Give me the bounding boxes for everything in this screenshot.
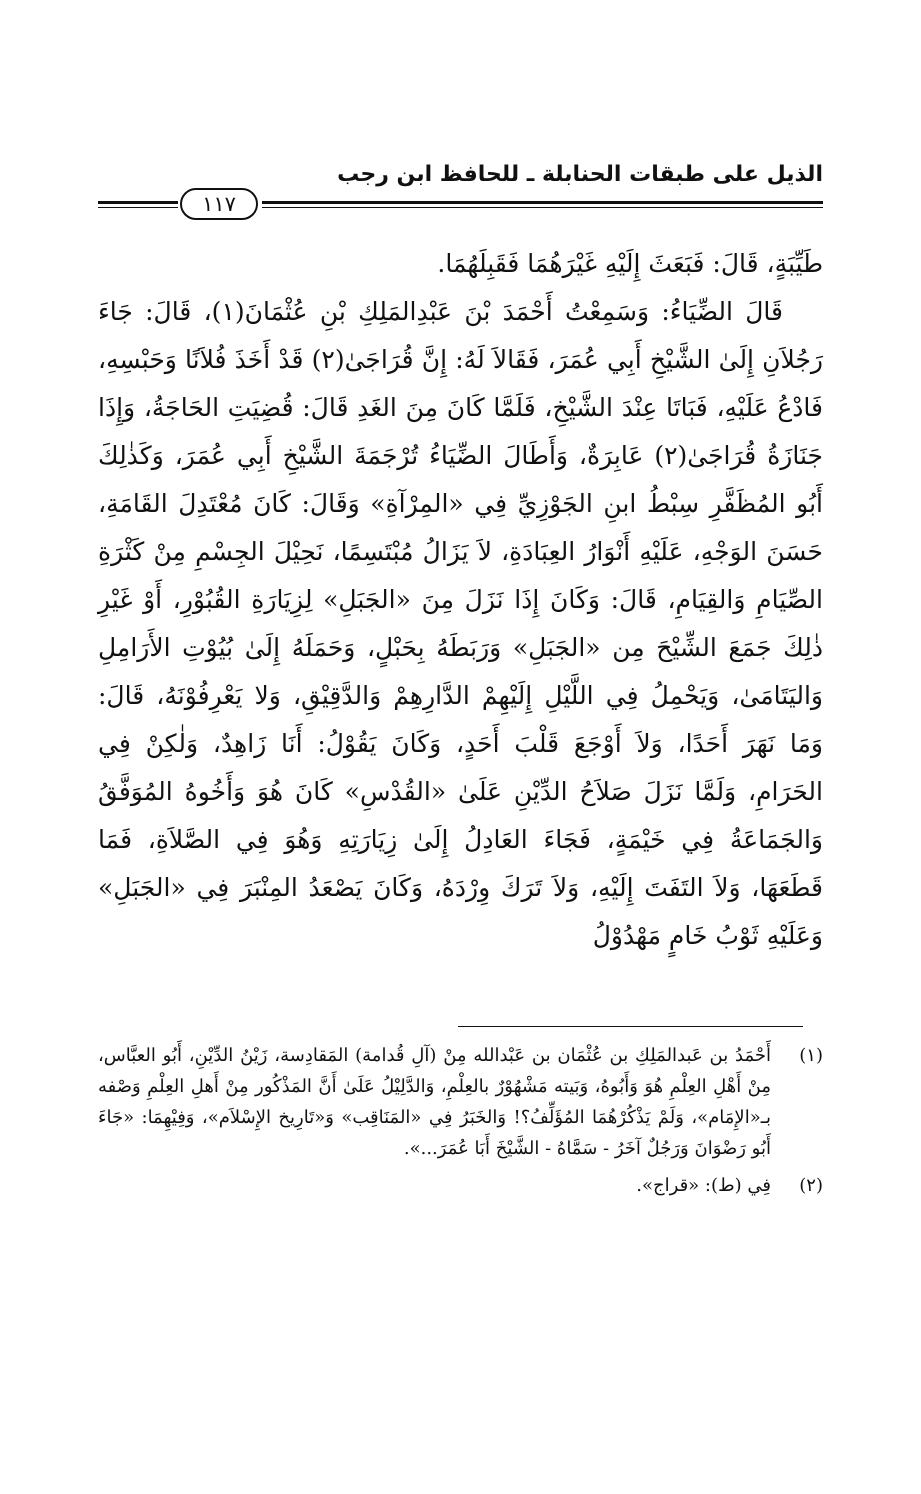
footnote-separator: [458, 1026, 803, 1027]
paragraph-diya-narration: قَالَ الضِّيَاءُ: وَسَمِعْتُ أَحْمَدَ بْنَ عَبْدِالمَلِكِ بْنِ عُثْمَانَ(١)، قَالَ: جَاءَ رَجُلاَنِ إِلَىٰ الشَّيْخِ أَبِي عُمَرَ، فَقَالاَ لَهُ: إِنَّ قُرَاجَىٰ(٢) قَدْ أَخَذَ فُلاَنًا وَحَبْسِهِ، فَادْعُ عَلَيْهِ، فَبَاتَا عِنْدَ الشَّيْخِ، فَلَمَّا كَانَ مِنَ الغَدِ قَالَ: قُضِيَتِ الحَاجَةُ، وَإِذَا جَنَازَةُ قُرَاجَىٰ(٢) عَابِرَةٌ، وَأَطَالَ الضِّيَاءُ تُرْجَمَةَ الشَّيْخِ أَبِي عُمَرَ، وَكَذٰلِكَ أَبُو المُظَفَّرِ سِبْطُ ابنِ الجَوْزِيِّ فِي «المِرْآةِ» وَقَالَ: كَانَ مُعْتَدِلَ القَامَةِ، حَسَنَ الوَجْهِ، عَلَيْهِ أَنْوَارُ العِبَادَةِ، لاَ يَزَالُ مُبْتَسِمًا، نَحِيْلَ الجِسْمِ مِنْ كَثْرَةِ الصِّيَامِ وَالقِيَامِ، قَالَ: وَكَانَ إِذَا نَزَلَ مِنَ «الجَبَلِ» لِزِيَارَةِ القُبُوْرِ، أَوْ غَيْرِ ذٰلِكَ جَمَعَ الشِّيْحَ مِن «الجَبَلِ» وَرَبَطَهُ بِحَبْلٍ، وَحَمَلَهُ إِلَىٰ بُيُوْتِ الأَرَامِلِ وَاليَتَامَىٰ، وَيَحْمِلُ فِي اللَّيْلِ إِلَيْهِمْ الدَّارِهِمْ وَالدَّقِيْقِ، وَلا يَعْرِفُوْنَهُ، قَالَ: وَمَا نَهَرَ أَحَدًا، وَلاَ أَوْجَعَ قَلْبَ أَحَدٍ، وَكَانَ يَقُوْلُ: أَنَا زَاهِدٌ، وَلٰكِنْ فِي الحَرَامِ، وَلَمَّا نَزَلَ صَلاَحُ الدِّيْنِ عَلَىٰ «القُدْسِ» كَانَ هُوَ وَأَخُوهُ المُوَفَّقُ وَالجَمَاعَةُ فِي خَيْمَةٍ، فَجَاءَ العَادِلُ إِلَىٰ زِيَارَتِهِ وَهُوَ فِي الصَّلاَةِ، فَمَا قَطَعَهَا، وَلاَ التَفَتَ إِلَيْهِ، وَلاَ تَرَكَ وِرْدَهُ، وَكَانَ يَصْعَدُ المِنْبَرَ فِي «الجَبَلِ» وَعَلَيْهِ ثَوْبُ خَامٍ مَهْدُوْلُ: [98, 297, 823, 950]
header-rule-left-thick: [98, 201, 178, 204]
page-number-badge: ١١٧: [180, 188, 258, 220]
footnote-item: [98, 1170, 823, 1201]
header-rule-right-thick: [262, 201, 823, 204]
main-text: [98, 240, 823, 960]
header-rule-left-thin: [98, 207, 178, 208]
footnote-number: (٢): [799, 1175, 823, 1196]
footnote-text: أَحْمَدُ بن عَبدالمَلِكِ بن عُثْمَان بن عَبْدالله مِنْ (آلِ قُدامة) المَقادِسة، زَيْنُ الدِّيْنِ، أَبُو العبَّاس، مِنْ أَهْلِ العِلْمِ هُوَ وَأَبُوهُ، وَبَيته مَشْهُوْرٌ بالعِلْمِ، وَالدَّلِيْلُ عَلَىٰ أَنَّ المَذْكُور مِنْ أَهلِ العِلْمِ وَصْفه بـ«الإِمَام»، وَلَمْ يَذْكُرْهُمَا المُؤَلِّفُ؟! وَالخَبَرُ فِي «المَنَاقِب» وَ«تَارِيخ الإِسْلاَم»، وَفِيْهِمَا: «جَاءَ أَبُو رَضْوَانَ وَرَجُلٌ آخَرُ - سَمَّاهُ - الشَّيْخَ أَبَا عُمَرَ...».: [98, 1045, 771, 1159]
footnote-number: (١): [799, 1045, 823, 1066]
paragraph-continuation: طَيِّبَةٍ، قَالَ: فَبَعَثَ إِلَيْهِ غَيْرَهُمَا فَقَبِلَهُمَا.: [437, 249, 823, 278]
running-header-title: الذيل على طبقات الحنابلة ـ للحافظ ابن رجب: [337, 162, 823, 187]
footnote-text: فِي (ط): «قراج».: [636, 1175, 771, 1196]
footnotes: [98, 1040, 823, 1207]
header-rule-right-thin: [262, 207, 823, 208]
footnote-item: [98, 1040, 823, 1164]
